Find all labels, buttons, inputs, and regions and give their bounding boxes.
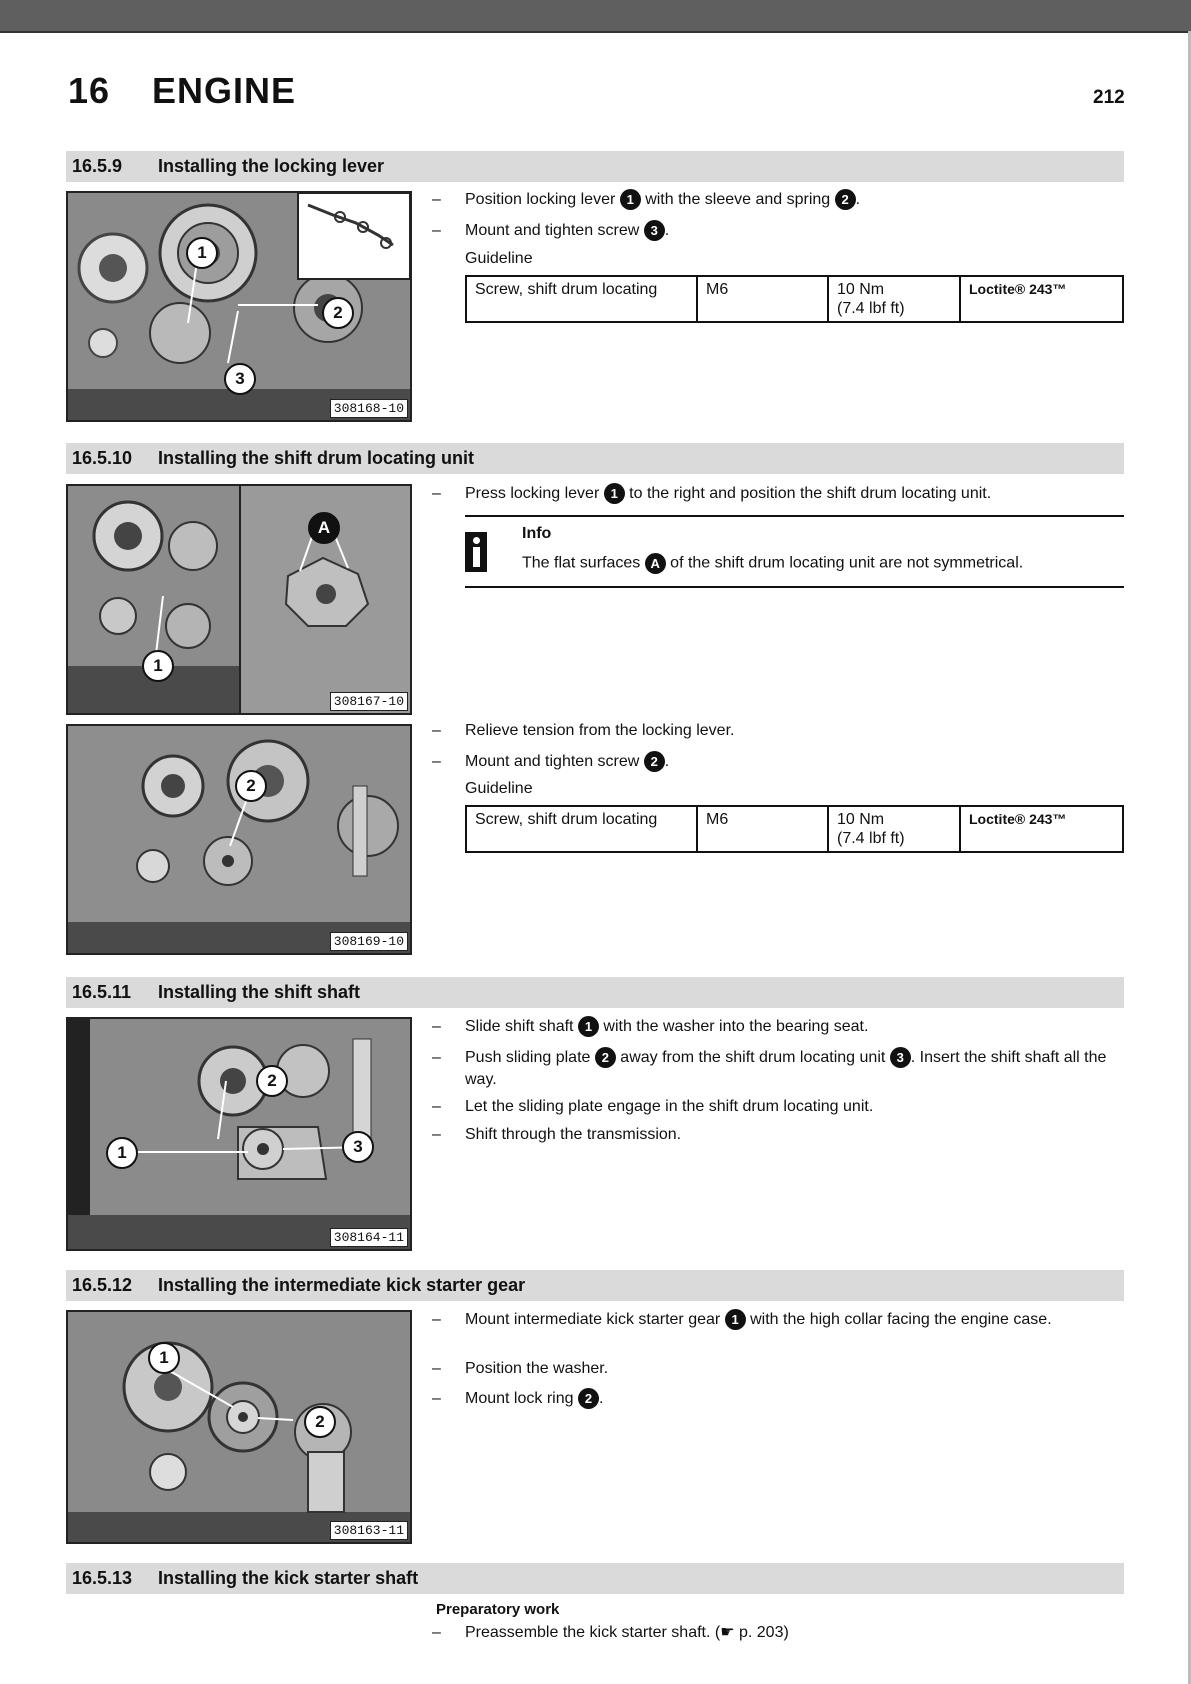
image-code: 308168-10 [330, 399, 408, 418]
section-title: Installing the shift shaft [158, 982, 361, 1002]
spec-part: Screw, shift drum locating [466, 276, 697, 322]
image-code: 308163-11 [330, 1521, 408, 1540]
instruction-step [432, 1047, 1122, 1091]
list-dash: – [432, 722, 441, 739]
instruction-step [432, 1124, 1122, 1146]
callout-badge: 1 [620, 189, 641, 210]
info-heading: Info [522, 525, 552, 542]
instruction-step [432, 220, 1122, 242]
callout-badge: 2 [835, 189, 856, 210]
instruction-step [432, 1622, 1122, 1644]
section-header [66, 443, 1124, 474]
torque-lbf: (7.4 lbf ft) [837, 830, 905, 847]
step-text: Mount and tighten screw [465, 222, 644, 239]
step-text: . [598, 1390, 604, 1407]
section-header [66, 1563, 1124, 1594]
list-dash: – [432, 222, 441, 239]
engine-photo [66, 724, 412, 955]
step-text: . [664, 753, 670, 770]
step-text: Mount and tighten screw [465, 753, 644, 770]
step-text: Position locking lever [465, 191, 620, 208]
list-dash: – [432, 1098, 441, 1115]
info-rule [465, 586, 1124, 588]
spec-table [465, 805, 1124, 853]
guideline-label: Guideline [465, 780, 533, 797]
callout-marker: 2 [256, 1065, 288, 1097]
kick-starter-gear-illustration [68, 1312, 410, 1542]
instruction-step [432, 1388, 1122, 1410]
preparatory-work-heading: Preparatory work [436, 1601, 560, 1618]
list-dash: – [432, 1018, 441, 1035]
section-number: 16.5.11 [72, 982, 132, 1002]
instruction-step [432, 483, 1122, 505]
engine-photo [66, 484, 412, 715]
section-header [66, 977, 1124, 1008]
list-dash: – [432, 1126, 441, 1143]
spec-thread: M6 [697, 806, 828, 852]
spec-torque [828, 806, 960, 852]
section-number: 16.5.12 [72, 1275, 133, 1295]
section-title: Installing the intermediate kick starter gear [158, 1275, 526, 1295]
step-text: with the sleeve and spring [640, 191, 835, 208]
list-dash: – [432, 753, 441, 770]
step-text: p. 203) [734, 1624, 789, 1641]
spec-thread: M6 [697, 276, 828, 322]
callout-marker: 3 [224, 363, 256, 395]
table-row [466, 276, 1123, 322]
step-text: Shift through the transmission. [465, 1126, 682, 1143]
callout-marker: 1 [142, 650, 174, 682]
instruction-step [432, 751, 1122, 773]
spec-table [465, 275, 1124, 323]
step-text: with the washer into the bearing seat. [598, 1018, 869, 1035]
list-dash: – [432, 1624, 441, 1641]
section-number: 16.5.9 [72, 156, 123, 176]
section-title: Installing the kick starter shaft [158, 1568, 419, 1588]
list-dash: – [432, 1360, 441, 1377]
locating-unit-illustration [68, 486, 410, 713]
section-number: 16.5.10 [72, 448, 133, 468]
spec-adhesive: Loctite® 243™ [960, 806, 1123, 852]
step-text: Relieve tension from the locking lever. [465, 722, 735, 739]
callout-marker: 3 [342, 1131, 374, 1163]
section-title: Installing the shift drum locating unit [158, 448, 474, 468]
callout-badge: 2 [644, 751, 665, 772]
image-code: 308167-10 [330, 692, 408, 711]
info-text-part: The flat surfaces [522, 554, 645, 572]
top-bar [0, 0, 1191, 33]
step-text: Press locking lever [465, 485, 604, 502]
section-header [66, 151, 1124, 182]
section-number: 16.5.13 [72, 1568, 133, 1588]
instruction-step [432, 720, 1122, 742]
info-icon [465, 532, 487, 572]
image-code: 308169-10 [330, 932, 408, 951]
callout-badge: 1 [578, 1016, 599, 1037]
callout-marker: 1 [106, 1137, 138, 1169]
table-row [466, 806, 1123, 852]
callout-badge: 2 [595, 1047, 616, 1068]
torque-nm: 10 Nm [837, 811, 885, 828]
step-text: Position the washer. [465, 1360, 609, 1377]
screw-tightening-illustration [68, 726, 410, 953]
instruction-step [432, 1096, 1122, 1118]
callout-badge: 3 [644, 220, 665, 241]
spec-torque [828, 276, 960, 322]
callout-marker: 1 [186, 237, 218, 269]
instruction-step [432, 1016, 1122, 1038]
callout-badge: 2 [578, 1388, 599, 1409]
spec-part: Screw, shift drum locating [466, 806, 697, 852]
list-dash: – [432, 1390, 441, 1407]
guideline-label: Guideline [465, 250, 533, 267]
step-text: . [664, 222, 670, 239]
callout-badge: 1 [725, 1309, 746, 1330]
instruction-step [432, 1309, 1122, 1331]
engine-photo [66, 1017, 412, 1251]
info-text-part: of the shift drum locating unit are not symmetrical. [665, 554, 1024, 572]
callout-badge: A [645, 553, 666, 574]
step-text: . [855, 191, 861, 208]
callout-marker: A [308, 512, 340, 544]
callout-marker: 1 [148, 1342, 180, 1374]
info-text [522, 553, 1023, 574]
list-dash: – [432, 485, 441, 502]
page-reference-icon: ☛ [720, 1624, 735, 1641]
engine-photo [66, 191, 412, 422]
step-text: Preassemble the kick starter shaft. ( [465, 1624, 721, 1641]
step-text: away from the shift drum locating unit [615, 1049, 890, 1066]
callout-badge: 1 [604, 483, 625, 504]
spec-adhesive: Loctite® 243™ [960, 276, 1123, 322]
section-title: Installing the locking lever [158, 156, 385, 176]
page-number: 212 [1093, 87, 1125, 108]
info-rule [465, 515, 1124, 517]
list-dash: – [432, 1311, 441, 1328]
step-text: Slide shift shaft [465, 1018, 578, 1035]
callout-marker: 2 [235, 770, 267, 802]
step-text: . Insert the shift shaft all the way. [465, 1049, 1107, 1088]
step-text: Mount intermediate kick starter gear [465, 1311, 725, 1328]
step-text: Mount lock ring [465, 1390, 578, 1407]
chapter-title: ENGINE [152, 70, 297, 111]
step-text: Push sliding plate [465, 1049, 595, 1066]
step-text: Let the sliding plate engage in the shift drum locating unit. [465, 1098, 874, 1115]
callout-badge: 3 [890, 1047, 911, 1068]
section-header [66, 1270, 1124, 1301]
step-text: with the high collar facing the engine case. [745, 1311, 1052, 1328]
step-text: to the right and position the shift drum locating unit. [624, 485, 992, 502]
engine-photo [66, 1310, 412, 1544]
list-dash: – [432, 191, 441, 208]
torque-lbf: (7.4 lbf ft) [837, 300, 905, 317]
chapter-number: 16 [68, 70, 111, 111]
instruction-step [432, 1358, 1122, 1380]
instruction-step [432, 189, 1122, 211]
list-dash: – [432, 1049, 441, 1066]
callout-marker: 2 [304, 1406, 336, 1438]
callout-marker: 2 [322, 297, 354, 329]
image-code: 308164-11 [330, 1228, 408, 1247]
torque-nm: 10 Nm [837, 281, 885, 298]
